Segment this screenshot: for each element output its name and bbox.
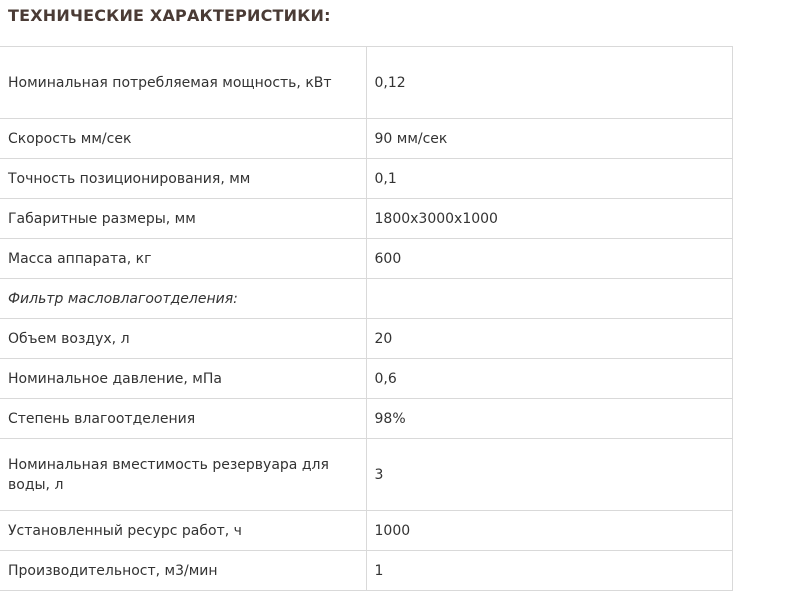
- spec-name: Объем воздух, л: [0, 319, 366, 359]
- table-row: [0, 551, 732, 591]
- table-row: [0, 47, 732, 119]
- spec-name: Номинальная вместимость резервуара для воды, л: [0, 439, 366, 511]
- spec-name: Скорость мм/сек: [0, 119, 366, 159]
- table-row: [0, 199, 732, 239]
- spec-value: 20: [366, 319, 732, 359]
- spec-name: Производительност, м3/мин: [0, 551, 366, 591]
- specifications-table: [0, 46, 733, 591]
- table-row: [0, 399, 732, 439]
- spec-name: Установленный ресурс работ, ч: [0, 511, 366, 551]
- spec-name: Номинальная потребляемая мощность, кВт: [0, 47, 366, 119]
- spec-name: Степень влагоотделения: [0, 399, 366, 439]
- section-heading: Фильтр масловлагоотделения:: [0, 279, 366, 319]
- spec-value: 0,12: [366, 47, 732, 119]
- table-row: [0, 239, 732, 279]
- spec-name: Масса аппарата, кг: [0, 239, 366, 279]
- spec-value: 600: [366, 239, 732, 279]
- spec-value: [366, 279, 732, 319]
- spec-value: 98%: [366, 399, 732, 439]
- spec-name: Номинальное давление, мПа: [0, 359, 366, 399]
- spec-value: 3: [366, 439, 732, 511]
- table-row: [0, 359, 732, 399]
- table-row: [0, 319, 732, 359]
- spec-value: 90 мм/сек: [366, 119, 732, 159]
- spec-name: Точность позиционирования, мм: [0, 159, 366, 199]
- table-row: [0, 439, 732, 511]
- table-row: [0, 159, 732, 199]
- spec-value: 0,6: [366, 359, 732, 399]
- table-row: [0, 511, 732, 551]
- page-title: ТЕХНИЧЕСКИЕ ХАРАКТЕРИСТИКИ:: [8, 6, 331, 25]
- spec-value: 0,1: [366, 159, 732, 199]
- spec-value: 1: [366, 551, 732, 591]
- table-row: [0, 119, 732, 159]
- spec-name: Габаритные размеры, мм: [0, 199, 366, 239]
- spec-value: 1800х3000х1000: [366, 199, 732, 239]
- spec-value: 1000: [366, 511, 732, 551]
- table-section-row: [0, 279, 732, 319]
